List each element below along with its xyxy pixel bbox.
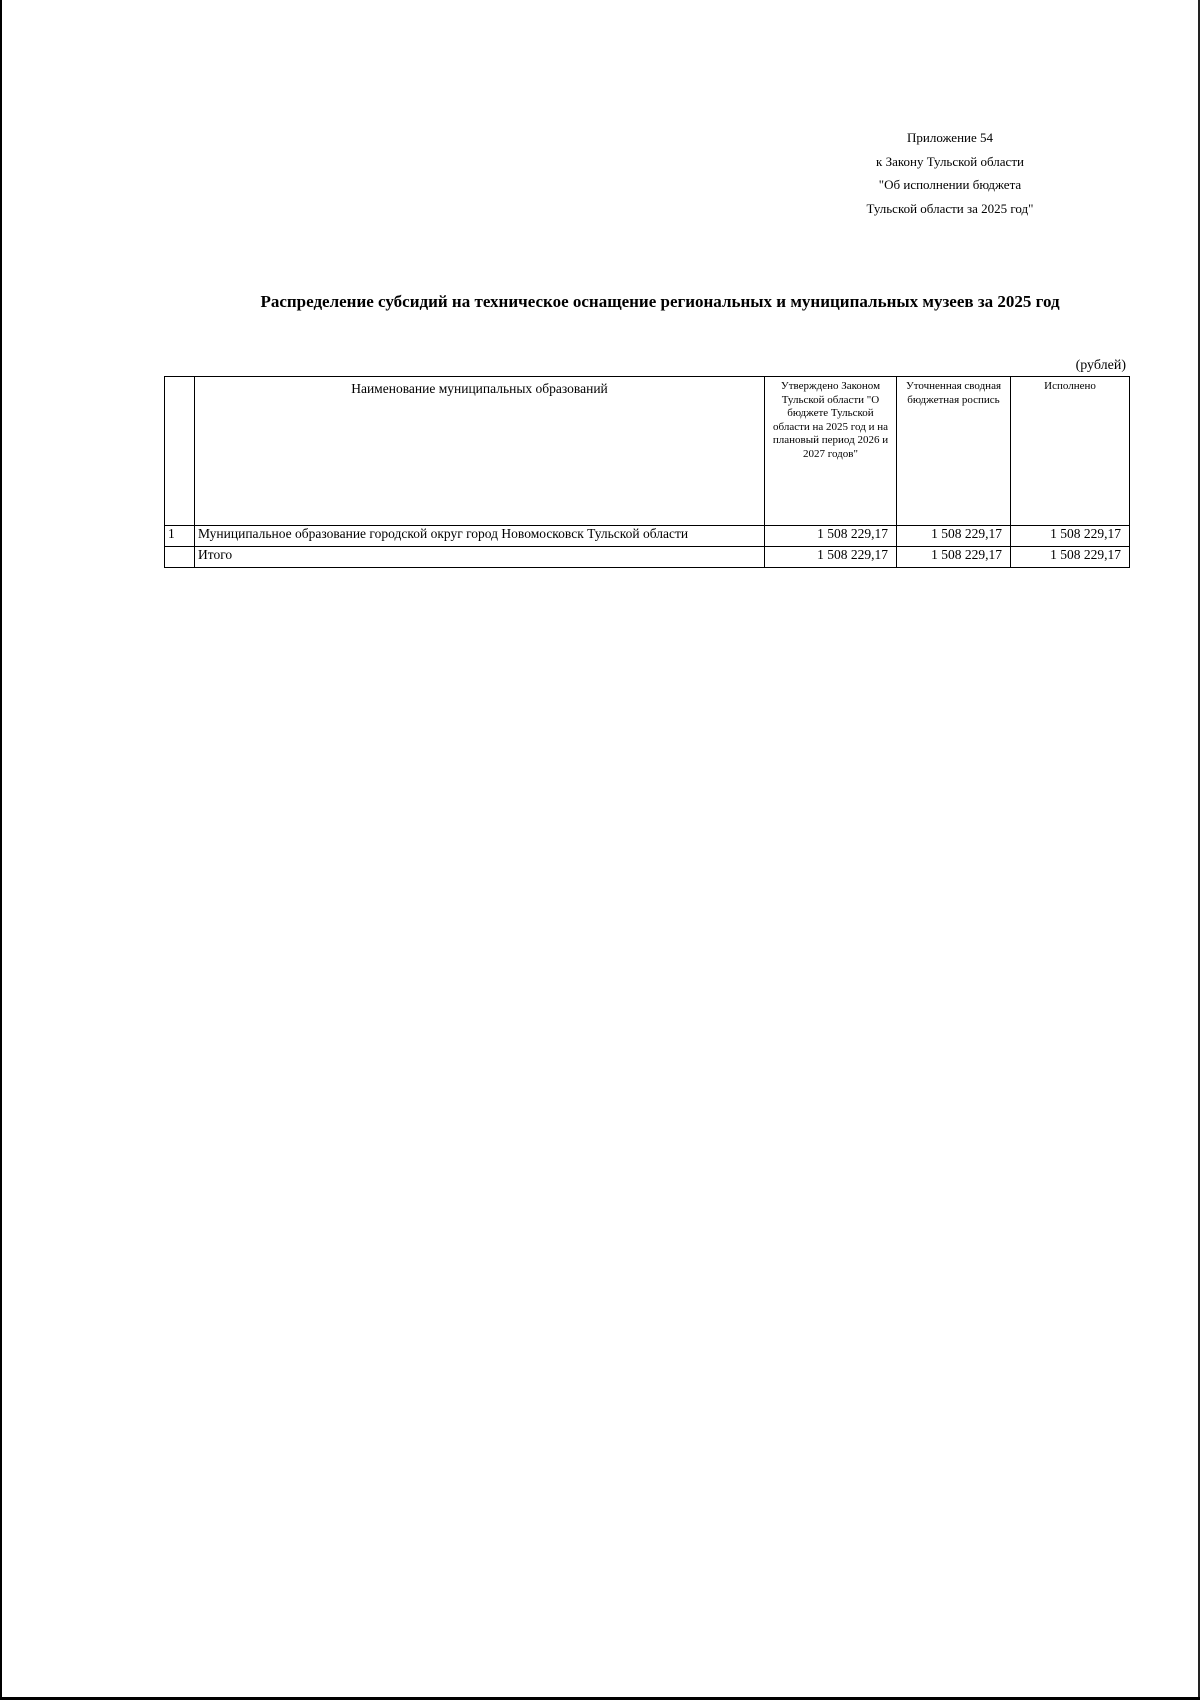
header-executed: Исполнено bbox=[1011, 377, 1130, 526]
appendix-line-1: Приложение 54 bbox=[906, 130, 994, 145]
total-approved: 1 508 229,17 bbox=[765, 547, 897, 568]
row-executed: 1 508 229,17 bbox=[1011, 526, 1130, 547]
scan-edge-left bbox=[0, 0, 2, 1700]
subsidy-table bbox=[164, 376, 1130, 568]
row-refined: 1 508 229,17 bbox=[897, 526, 1011, 547]
total-label: Итого bbox=[195, 547, 765, 568]
header-approved: Утверждено Законом Тульской области "О бюджете Тульской области на 2025 год и на плановый период 2026 и 2027 годов" bbox=[765, 377, 897, 526]
header-refined: Уточненная сводная бюджетная роспись bbox=[897, 377, 1011, 526]
row-name: Муниципальное образование городской округ город Новомосковск Тульской области bbox=[195, 526, 765, 547]
appendix-line-3: "Об исполнении бюджета bbox=[878, 177, 1022, 192]
appendix-header bbox=[820, 126, 1080, 220]
total-executed: 1 508 229,17 bbox=[1011, 547, 1130, 568]
document-title: Распределение субсидий на техническое оснащение региональных и муниципальных музеев за 2025 год bbox=[260, 292, 1060, 311]
total-refined: 1 508 229,17 bbox=[897, 547, 1011, 568]
total-index bbox=[165, 547, 195, 568]
header-index bbox=[165, 377, 195, 526]
row-index: 1 bbox=[165, 526, 195, 547]
header-name: Наименование муниципальных образований bbox=[195, 377, 765, 526]
total-row bbox=[165, 547, 1130, 568]
units-label: (рублей) bbox=[1075, 358, 1126, 373]
appendix-line-2: к Закону Тульской области bbox=[876, 153, 1024, 169]
table-row bbox=[165, 526, 1130, 547]
row-approved: 1 508 229,17 bbox=[765, 526, 897, 547]
table-header-row bbox=[165, 377, 1130, 526]
appendix-line-4: Тульской области за 2025 год" bbox=[866, 200, 1034, 216]
